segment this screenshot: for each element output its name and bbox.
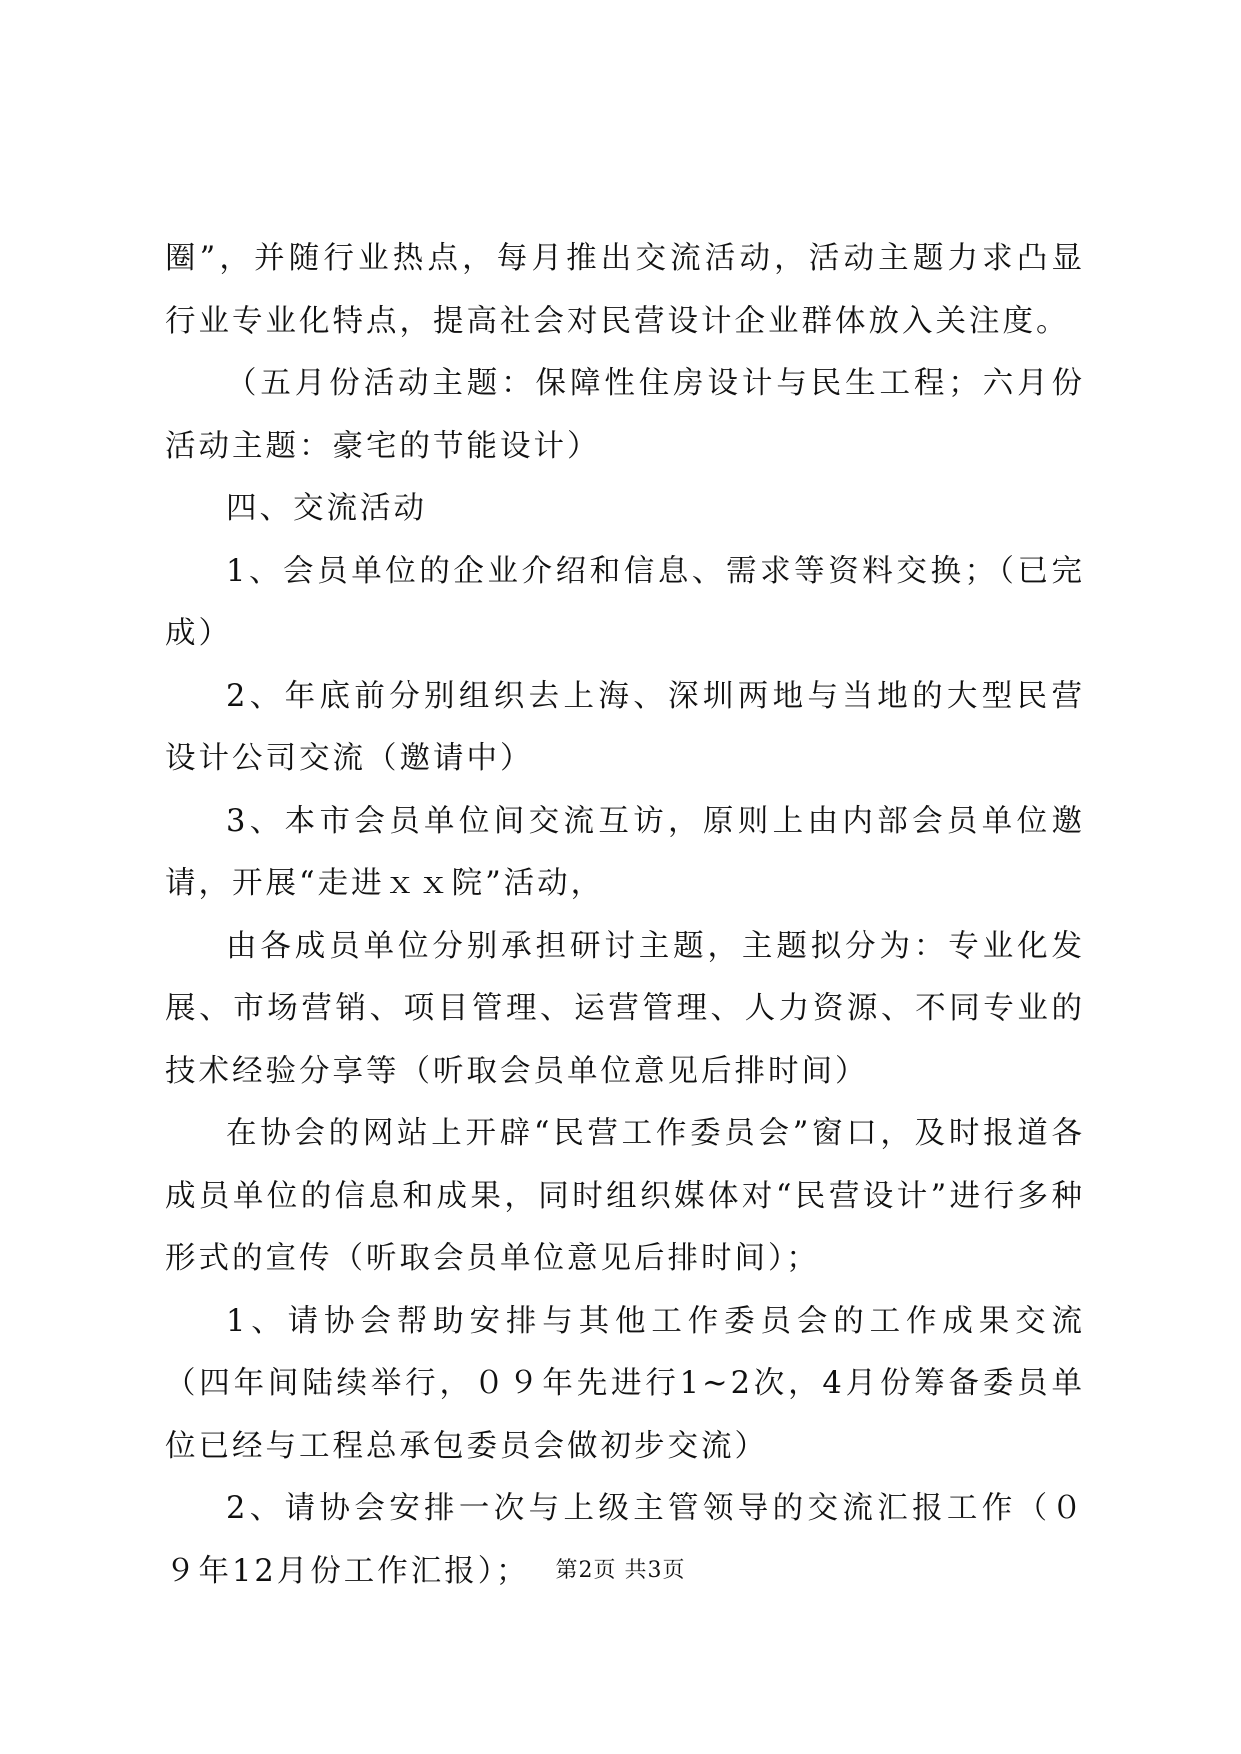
paragraph: 圈”，并随行业热点，每月推出交流活动，活动主题力求凸显行业专业化特点，提高社会对民营设计企业群体放入关注度。 [165, 241, 1085, 339]
paragraph: 1、会员单位的企业介绍和信息、需求等资料交换；（已完成） [165, 553, 1085, 651]
document-body [165, 228, 1085, 1603]
paragraph: 在协会的网站上开辟“民营工作委员会”窗口，及时报道各成员单位的信息和成果，同时组织媒体对“民营设计”进行多种形式的宣传（听取会员单位意见后排时间）； [165, 1116, 1085, 1276]
page-number-footer: 第2页 共3页 [555, 1558, 686, 1583]
paragraph: （五月份活动主题：保障性住房设计与民生工程；六月份活动主题：豪宅的节能设计） [165, 366, 1085, 464]
paragraph: 由各成员单位分别承担研讨主题，主题拟分为：专业化发展、市场营销、项目管理、运营管理、人力资源、不同专业的技术经验分享等（听取会员单位意见后排时间） [165, 928, 1085, 1089]
paragraph: 2、请协会安排一次与上级主管领导的交流汇报工作（０９年12月份工作汇报）； [165, 1491, 1085, 1589]
paragraph: 1、请协会帮助安排与其他工作委员会的工作成果交流（四年间陆续举行，０９年先进行1~2次，4月份筹备委员单位已经与工程总承包委员会做初步交流） [165, 1303, 1085, 1464]
paragraph: 3、本市会员单位间交流互访，原则上由内部会员单位邀请，开展“走进ｘｘ院”活动， [165, 803, 1085, 901]
paragraph: 2、年底前分别组织去上海、深圳两地与当地的大型民营设计公司交流（邀请中） [165, 678, 1085, 776]
section-heading: 四、交流活动 [226, 491, 427, 526]
